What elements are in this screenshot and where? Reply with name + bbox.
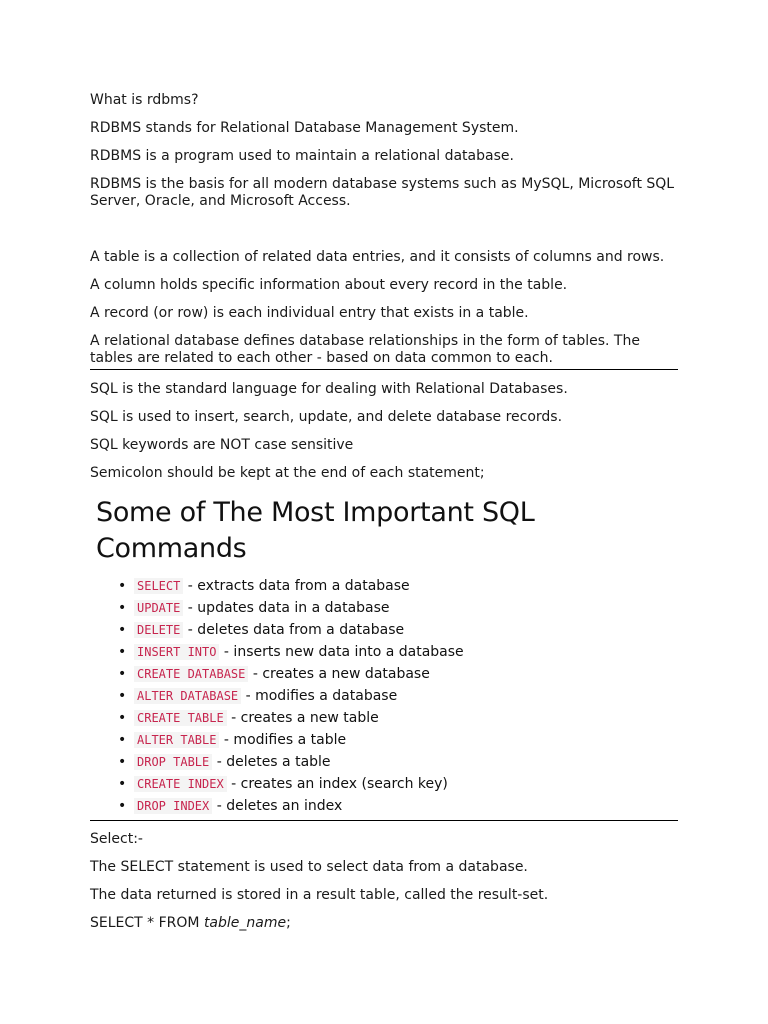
command-item bbox=[118, 751, 678, 773]
command-item bbox=[118, 773, 678, 795]
command-keyword: SELECT bbox=[134, 578, 183, 594]
command-keyword: DROP INDEX bbox=[134, 798, 212, 814]
spacer bbox=[90, 210, 678, 249]
bullet-icon: • bbox=[118, 666, 127, 682]
bullet-icon: • bbox=[118, 798, 127, 814]
command-description: - creates a new database bbox=[248, 666, 430, 682]
command-item bbox=[118, 597, 678, 619]
rdbms-line: RDBMS stands for Relational Database Management System. bbox=[90, 120, 519, 136]
command-item bbox=[118, 641, 678, 663]
document-page bbox=[90, 92, 678, 932]
rdbms-line: RDBMS is a program used to maintain a relational database. bbox=[90, 148, 514, 164]
command-item bbox=[118, 707, 678, 729]
syntax-table: table_name bbox=[203, 915, 287, 931]
sql-line: SQL is used to insert, search, update, and delete database records. bbox=[90, 409, 563, 425]
command-description: - deletes an index bbox=[212, 798, 343, 814]
table-line: A column holds specific information about every record in the table. bbox=[90, 277, 568, 293]
command-description: - modifies a table bbox=[219, 732, 347, 748]
bullet-icon: • bbox=[118, 622, 127, 638]
bullet-icon: • bbox=[118, 732, 127, 748]
table-line: A relational database defines database relationships in the form of tables. The tables are related to each other - based on data common to each. bbox=[90, 333, 640, 366]
select-line: The data returned is stored in a result table, called the result-set. bbox=[90, 887, 549, 903]
select-title: Select:- bbox=[90, 831, 143, 847]
command-keyword: INSERT INTO bbox=[134, 644, 219, 660]
question-heading: What is rdbms? bbox=[90, 92, 199, 108]
command-keyword: CREATE TABLE bbox=[134, 710, 227, 726]
syntax-prefix: SELECT * FROM bbox=[90, 915, 204, 931]
select-line: The SELECT statement is used to select data from a database. bbox=[90, 859, 528, 875]
command-description: - extracts data from a database bbox=[183, 578, 410, 594]
command-description: - updates data in a database bbox=[183, 600, 390, 616]
command-description: - creates a new table bbox=[226, 710, 379, 726]
command-keyword: CREATE INDEX bbox=[134, 776, 227, 792]
sql-line: SQL is the standard language for dealing with Relational Databases. bbox=[90, 381, 568, 397]
bullet-icon: • bbox=[118, 710, 127, 726]
bullet-icon: • bbox=[118, 754, 127, 770]
command-description: - creates an index (search key) bbox=[226, 776, 448, 792]
command-item bbox=[118, 729, 678, 751]
bullet-icon: • bbox=[118, 600, 127, 616]
command-item bbox=[118, 795, 678, 817]
bullet-icon: • bbox=[118, 644, 127, 660]
command-keyword: UPDATE bbox=[134, 600, 183, 616]
divider bbox=[90, 369, 678, 370]
sql-line: SQL keywords are NOT case sensitive bbox=[90, 437, 354, 453]
command-description: - deletes data from a database bbox=[183, 622, 405, 638]
table-line: A record (or row) is each individual entry that exists in a table. bbox=[90, 305, 529, 321]
command-description: - deletes a table bbox=[212, 754, 331, 770]
rdbms-line: RDBMS is the basis for all modern database systems such as MySQL, Microsoft SQL Server, Oracle, and Microsoft Access. bbox=[90, 176, 675, 209]
command-item bbox=[118, 619, 678, 641]
command-keyword: DROP TABLE bbox=[134, 754, 212, 770]
command-item bbox=[118, 685, 678, 707]
command-keyword: ALTER DATABASE bbox=[134, 688, 241, 704]
command-description: - modifies a database bbox=[241, 688, 398, 704]
bullet-icon: • bbox=[118, 776, 127, 792]
command-keyword: CREATE DATABASE bbox=[134, 666, 248, 682]
command-keyword: DELETE bbox=[134, 622, 183, 638]
select-syntax bbox=[90, 915, 678, 932]
divider bbox=[90, 820, 678, 821]
bullet-icon: • bbox=[118, 578, 127, 594]
command-item bbox=[118, 663, 678, 685]
command-keyword: ALTER TABLE bbox=[134, 732, 219, 748]
commands-heading: Some of The Most Important SQL Commands bbox=[96, 497, 535, 564]
command-item bbox=[118, 575, 678, 597]
command-description: - inserts new data into a database bbox=[219, 644, 464, 660]
table-line: A table is a collection of related data entries, and it consists of columns and rows. bbox=[90, 249, 665, 265]
commands-list bbox=[90, 575, 678, 817]
syntax-suffix: ; bbox=[286, 915, 291, 931]
sql-line: Semicolon should be kept at the end of each statement; bbox=[90, 465, 485, 481]
bullet-icon: • bbox=[118, 688, 127, 704]
